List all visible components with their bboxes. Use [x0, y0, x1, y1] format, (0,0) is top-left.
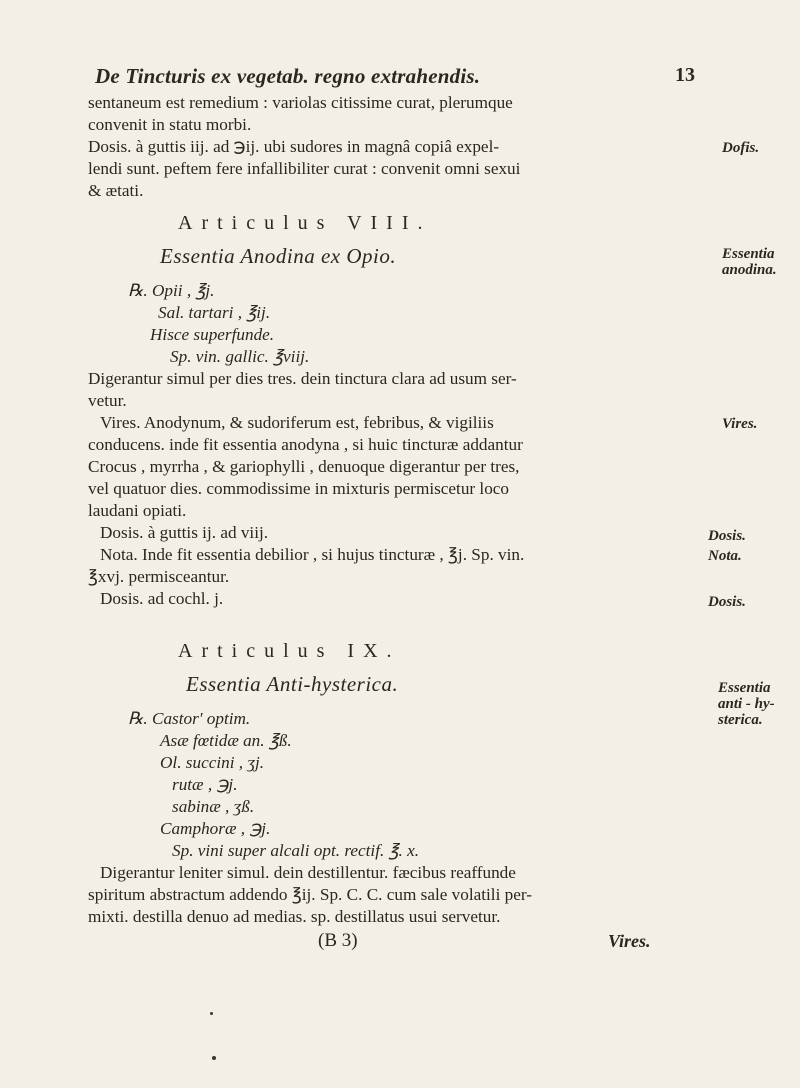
text-line: Digerantur leniter simul. dein destillentur. fæcibus reaffunde — [100, 863, 516, 882]
text-line: Dosis. à guttis iij. ad ℈ij. ubi sudores in magnâ copiâ expel- — [88, 137, 500, 156]
margin-note-nota: Nota. — [708, 548, 742, 564]
recipe-line: ℞. Castor' optim. — [128, 709, 251, 728]
recipe-line: Hisce superfunde. — [150, 325, 275, 344]
recipe-line: Sal. tartari , ℥ij. — [158, 303, 271, 322]
margin-note-vires: Vires. — [722, 416, 758, 432]
text-line: sentaneum est remedium : variolas citissime curat, plerumque — [88, 93, 513, 112]
text-line: Vires. Anodynum, & sudoriferum est, febribus, & vigiliis — [100, 413, 494, 432]
running-title: De Tincturis ex vegetab. regno extrahendis. — [95, 64, 481, 88]
article-heading: Articulus VIII. — [178, 212, 432, 234]
recipe-line: sabinæ , ʒß. — [172, 797, 255, 816]
text-line: convenit in statu morbi. — [88, 115, 252, 134]
text-line: Nota. Inde fit essentia debilior , si hujus tincturæ , ℥j. Sp. vin. — [100, 545, 525, 564]
text-line: spiritum abstractum addendo ℥ij. Sp. C. C. cum sale volatili per- — [88, 885, 532, 904]
catchword: Vires. — [608, 931, 651, 951]
text-line: conducens. inde fit essentia anodyna , si huic tincturæ addantur — [88, 435, 523, 454]
recipe-line: Sp. vin. gallic. ℥viij. — [170, 347, 310, 366]
recipe-line: Sp. vini super alcali opt. rectif. ℥. x. — [172, 841, 420, 860]
text-line: mixti. destilla denuo ad medias. sp. destillatus usui servetur. — [88, 907, 501, 926]
margin-note-dosis: Dosis. — [708, 528, 746, 544]
recipe-line: Ol. succini , ʒj. — [160, 753, 265, 772]
article-title: Essentia Anodina ex Opio. — [160, 244, 397, 268]
article-title: Essentia Anti-hysterica. — [186, 672, 399, 696]
text-line: vetur. — [88, 391, 127, 410]
text-line: Digerantur simul per dies tres. dein tinctura clara ad usum ser- — [88, 369, 517, 388]
recipe-line: Camphoræ , ℈j. — [160, 819, 271, 838]
text-line: ℥xvj. permisceantur. — [88, 567, 230, 586]
text-line: Crocus , myrrha , & gariophylli , denuoque digerantur per tres, — [88, 457, 520, 476]
margin-note-title: anti - hy- — [718, 696, 775, 712]
text-line: Dosis. ad cochl. j. — [100, 589, 224, 608]
signature-mark: (B 3) — [318, 930, 358, 951]
margin-note-dosis: Dofis. — [722, 140, 760, 156]
text-line: & ætati. — [88, 181, 144, 200]
margin-note-dosis: Dosis. — [708, 594, 746, 610]
margin-note-title: anodina. — [722, 262, 777, 278]
page-number: 13 — [675, 64, 695, 86]
ink-speck — [212, 1056, 216, 1060]
article-heading: Articulus IX. — [178, 640, 401, 662]
margin-note-title: Essentia — [718, 680, 771, 696]
margin-note-title: sterica. — [718, 712, 763, 728]
recipe-line: Asæ fœtidæ an. ℥ß. — [160, 731, 292, 750]
recipe-line: ℞. Opii , ℥j. — [128, 281, 215, 300]
recipe-line: rutæ , ℈j. — [172, 775, 238, 794]
text-line: lendi sunt. peftem fere infallibiliter curat : convenit omni sexui — [88, 159, 521, 178]
text-line: Dosis. à guttis ij. ad viij. — [100, 523, 269, 542]
text-line: vel quatuor dies. commodissime in mixturis permiscetur loco — [88, 479, 510, 498]
margin-note-title: Essentia — [722, 246, 775, 262]
ink-speck — [210, 1012, 213, 1015]
text-line: laudani opiati. — [88, 501, 187, 520]
page-header — [95, 64, 695, 94]
